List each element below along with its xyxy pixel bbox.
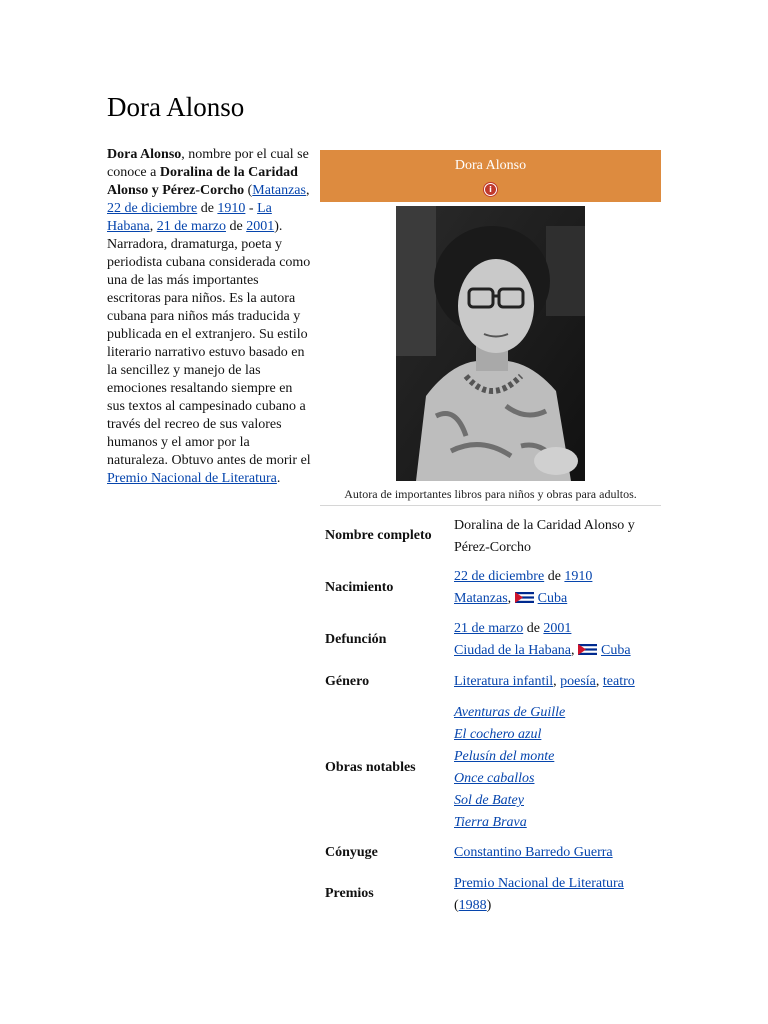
info-icon[interactable]: i bbox=[484, 183, 497, 196]
link-obra[interactable]: Tierra Brava bbox=[454, 815, 527, 830]
text-comma: , bbox=[595, 674, 603, 689]
intro-text: - bbox=[245, 201, 258, 216]
link-1910[interactable]: 1910 bbox=[217, 201, 246, 216]
label-genero: Género bbox=[325, 674, 370, 689]
link-matanzas[interactable]: Matanzas bbox=[252, 183, 306, 198]
photo-caption: Autora de importantes libros para niños y obras para adultos. bbox=[344, 487, 637, 501]
intro-paragraph bbox=[107, 146, 313, 488]
text-de: de bbox=[523, 621, 544, 636]
link-genero-poesia[interactable]: poesía bbox=[560, 674, 596, 689]
divider bbox=[320, 505, 661, 506]
text-comma: , bbox=[571, 643, 579, 658]
text-comma: , bbox=[553, 674, 561, 689]
link-obra[interactable]: Aventuras de Guille bbox=[454, 705, 566, 720]
value-obras bbox=[454, 702, 659, 834]
link-nac-fecha[interactable]: 22 de diciembre bbox=[454, 569, 545, 584]
value-nacimiento bbox=[454, 566, 659, 610]
link-obra[interactable]: Pelusín del monte bbox=[454, 749, 555, 764]
value-conyuge bbox=[454, 842, 659, 864]
cuba-flag-icon bbox=[578, 644, 597, 655]
label-conyuge: Cónyuge bbox=[325, 845, 378, 860]
intro-text: . bbox=[276, 471, 281, 486]
label-defuncion: Defunción bbox=[325, 632, 387, 647]
page-title: Dora Alonso bbox=[107, 92, 245, 122]
link-obra[interactable]: El cochero azul bbox=[454, 727, 542, 742]
portrait-image bbox=[396, 206, 585, 481]
link-la-habana[interactable]: La Habana bbox=[107, 201, 272, 234]
link-obra[interactable]: Sol de Batey bbox=[454, 793, 524, 808]
label-nombre: Nombre completo bbox=[325, 528, 432, 543]
value-premios bbox=[454, 873, 659, 917]
cuba-flag-icon bbox=[515, 592, 534, 603]
value-genero bbox=[454, 671, 659, 693]
portrait-photo[interactable] bbox=[396, 206, 585, 481]
infobox-title: Dora Alonso bbox=[454, 158, 527, 173]
link-nac-year[interactable]: 1910 bbox=[564, 569, 593, 584]
text-paren: ) bbox=[486, 898, 492, 913]
link-genero-teatro[interactable]: teatro bbox=[602, 674, 635, 689]
infobox-header bbox=[320, 150, 661, 202]
intro-fullname: Doralina de la Caridad Alonso y Pérez-Corcho bbox=[107, 165, 298, 198]
label-nacimiento: Nacimiento bbox=[325, 580, 394, 595]
intro-text: ). Narradora, dramaturga, poeta y periodista cubana considerada como una de las más importantes escritoras para niños. Es la autora cubana para niños más traducida y publicada en el extranjero. Su estilo literario narrativo estuvo basado en la sencillez y manejo de las emociones resaltando siempre en sus textos al campesinado cubano a través del recreo de sus valores humanos y el amor por la naturaleza. Obtuvo antes de morir el bbox=[107, 219, 311, 468]
intro-name: Dora Alonso bbox=[107, 147, 182, 162]
link-premio-nacional[interactable]: Premio Nacional de Literatura bbox=[107, 471, 277, 486]
intro-text: , nombre por el cual se conoce a bbox=[107, 147, 309, 180]
link-22-diciembre[interactable]: 22 de diciembre bbox=[107, 201, 198, 216]
text-de: de bbox=[544, 569, 565, 584]
link-def-fecha[interactable]: 21 de marzo bbox=[454, 621, 524, 636]
text-paren: ( bbox=[454, 898, 459, 913]
link-genero-infantil[interactable]: Literatura infantil bbox=[454, 674, 554, 689]
label-premios: Premios bbox=[325, 886, 374, 901]
link-nac-pais[interactable]: Cuba bbox=[537, 591, 568, 606]
link-nac-lugar[interactable]: Matanzas bbox=[454, 591, 508, 606]
link-conyuge[interactable]: Constantino Barredo Guerra bbox=[454, 845, 613, 860]
link-def-pais[interactable]: Cuba bbox=[601, 643, 631, 658]
intro-text: ( bbox=[244, 183, 253, 198]
intro-text: , bbox=[305, 183, 310, 198]
link-premio[interactable]: Premio Nacional de Literatura bbox=[454, 876, 624, 891]
intro-text: , bbox=[149, 219, 157, 234]
intro-text: de bbox=[225, 219, 247, 234]
intro-text: de bbox=[197, 201, 218, 216]
link-2001[interactable]: 2001 bbox=[246, 219, 275, 234]
label-obras: Obras notables bbox=[325, 760, 416, 775]
infobox bbox=[320, 150, 661, 913]
link-def-year[interactable]: 2001 bbox=[543, 621, 572, 636]
link-21-marzo[interactable]: 21 de marzo bbox=[156, 219, 226, 234]
link-obra[interactable]: Once caballos bbox=[454, 771, 535, 786]
text-comma: , bbox=[507, 591, 515, 606]
link-def-lugar[interactable]: Ciudad de la Habana bbox=[454, 643, 572, 658]
value-nombre: Doralina de la Caridad Alonso y Pérez-Corcho bbox=[454, 518, 635, 555]
link-premio-year[interactable]: 1988 bbox=[458, 898, 487, 913]
value-defuncion bbox=[454, 618, 659, 662]
